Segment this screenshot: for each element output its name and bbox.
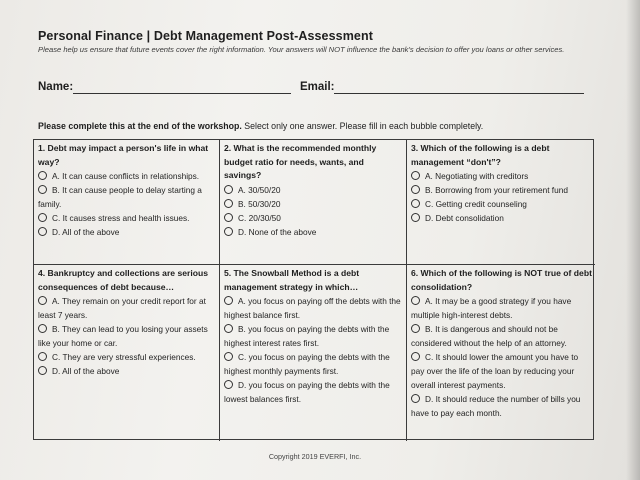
answer-option[interactable] [38,322,216,350]
question-3 [407,140,595,265]
question-1 [34,140,220,265]
option-label: B. They can lead to you losing your assets like your home or car. [38,324,208,348]
option-label: C. They are very stressful experiences. [52,352,196,362]
radio-bubble-icon[interactable] [411,199,420,208]
answer-option[interactable] [411,169,592,183]
answer-option[interactable] [38,169,216,183]
answer-option[interactable] [411,183,592,197]
radio-bubble-icon[interactable] [38,213,47,222]
radio-bubble-icon[interactable] [38,227,47,236]
option-label: C. Getting credit counseling [425,199,527,209]
question-text: 5. The Snowball Method is a debt management strategy in which… [224,268,360,292]
option-label: D. All of the above [52,366,120,376]
radio-bubble-icon[interactable] [38,185,47,194]
answer-option[interactable] [411,322,592,350]
option-label: A. It may be a good strategy if you have multiple high-interest debts. [411,296,572,320]
option-label: A. They remain on your credit report for at least 7 years. [38,296,206,320]
radio-bubble-icon[interactable] [38,352,47,361]
answer-option[interactable] [224,225,403,239]
answer-option[interactable] [38,225,216,239]
radio-bubble-icon[interactable] [224,213,233,222]
radio-bubble-icon[interactable] [224,380,233,389]
instructions-bold: Please complete this at the end of the workshop. [38,121,242,131]
question-text: 2. What is the recommended monthly budget ratio for needs, wants, and savings? [224,143,377,180]
copyright-notice: Copyright 2019 EVERFI, Inc. [268,452,362,461]
radio-bubble-icon[interactable] [224,227,233,236]
option-label: A. 30/50/20 [238,184,281,195]
question-text: 4. Bankruptcy and collections are serious consequences of debt because… [38,268,209,292]
email-label: Email: [300,81,335,93]
radio-bubble-icon[interactable] [38,171,47,180]
radio-bubble-icon[interactable] [411,296,420,305]
answer-option[interactable] [411,211,592,225]
option-label: C. It causes stress and health issues. [52,213,190,223]
answer-option[interactable] [224,378,403,406]
radio-bubble-icon[interactable] [38,366,47,375]
answer-option[interactable] [38,211,216,225]
radio-bubble-icon[interactable] [224,296,233,305]
option-label: B. It is dangerous and should not be considered without the help of an attorney. [411,324,567,348]
option-label: D. Debt consolidation [425,213,504,223]
answer-option[interactable] [38,294,216,322]
answer-option[interactable] [411,197,592,211]
radio-bubble-icon[interactable] [411,394,420,403]
option-label: C. It should lower the amount you have to pay over the life of the loan by reducing your overall interest payments. [411,352,579,390]
radio-bubble-icon[interactable] [411,213,420,222]
answer-option[interactable] [38,183,216,211]
option-label: B. you focus on paying the debts with the highest interest rates first. [224,324,390,348]
question-5 [220,265,407,441]
page-subtitle: Please help us ensure that future events cover the right information. Your answers will NOT influence the bank's decision to offer you loans or other services. [38,45,565,54]
option-label: D. you focus on paying the debts with the lowest balances first. [224,380,390,404]
question-6 [407,265,595,441]
question-grid [33,139,594,440]
answer-option[interactable] [411,294,592,322]
question-4 [34,265,220,441]
question-2 [220,140,407,265]
option-label: D. None of the above [238,226,317,237]
option-label: A. you focus on paying off the debts with the highest balance first. [224,296,401,320]
option-label: B. Borrowing from your retirement fund [425,185,568,195]
answer-option[interactable] [224,350,403,378]
name-field[interactable] [73,93,291,94]
option-label: A. It can cause conflicts in relationships. [52,171,200,181]
answer-option[interactable] [224,197,403,211]
instructions-rest: Select only one answer. Please fill in each bubble completely. [241,121,484,131]
radio-bubble-icon[interactable] [411,185,420,194]
question-text: 6. Which of the following is NOT true of debt consolidation? [411,268,592,292]
radio-bubble-icon[interactable] [411,352,420,361]
radio-bubble-icon[interactable] [224,324,233,333]
answer-option[interactable] [38,364,216,378]
answer-option[interactable] [224,294,403,322]
radio-bubble-icon[interactable] [411,171,420,180]
name-label: Name: [38,81,74,93]
page-title: Personal Finance | Debt Management Post-Assessment [38,29,373,43]
answer-option[interactable] [411,350,592,392]
radio-bubble-icon[interactable] [224,199,233,208]
option-label: D. It should reduce the number of bills you have to pay each month. [411,394,581,418]
option-label: C. 20/30/50 [238,212,281,223]
instructions [38,121,618,131]
option-label: B. 50/30/20 [238,198,281,209]
answer-option[interactable] [224,183,403,197]
radio-bubble-icon[interactable] [38,296,47,305]
page-edge-shadow [626,0,640,480]
radio-bubble-icon[interactable] [411,324,420,333]
option-label: D. All of the above [52,227,120,237]
email-field[interactable] [334,93,584,94]
radio-bubble-icon[interactable] [38,324,47,333]
answer-option[interactable] [224,211,403,225]
option-label: A. Negotiating with creditors [425,171,529,181]
answer-option[interactable] [38,350,216,364]
option-label: B. It can cause people to delay starting a family. [38,185,202,209]
answer-option[interactable] [411,392,592,420]
question-text: 3. Which of the following is a debt management “don't”? [411,143,550,167]
radio-bubble-icon[interactable] [224,352,233,361]
option-label: C. you focus on paying the debts with the highest monthly payments first. [224,352,390,376]
radio-bubble-icon[interactable] [224,185,233,194]
question-text: 1. Debt may impact a person's life in what way? [38,143,209,167]
answer-option[interactable] [224,322,403,350]
